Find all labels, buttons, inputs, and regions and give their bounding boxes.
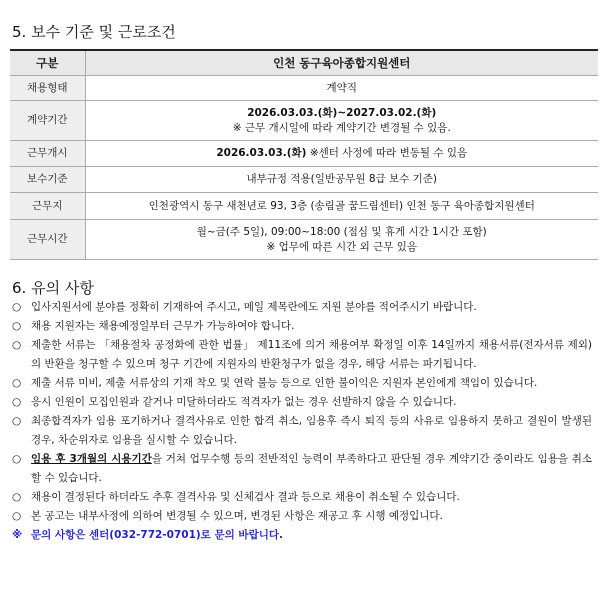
circle-bullet-icon: ○ — [12, 453, 22, 465]
list-item: ○ 입사지원서에 분야를 정확히 기재하여 주시고, 메일 제목란에도 지원 분야를 적어주시기 바랍니다. — [12, 298, 592, 317]
notes-list — [12, 298, 592, 545]
row-label: 근무시간 — [10, 220, 85, 260]
row-value — [85, 220, 598, 260]
start-note: ※센터 사정에 따라 변동될 수 있음 — [306, 147, 468, 159]
contract-period: 2026.03.03.(화)~2027.03.02.(화) — [247, 106, 437, 119]
section-6-title: 6. 유의 사항 — [12, 279, 94, 297]
list-item: ○ 최종합격자가 임용 포기하거나 결격사유로 인한 합격 취소, 임용후 즉시 퇴직 등의 사유로 임용하지 못하고 결원이 발생된 경우, 차순위자로 임용을 실시할 수 있습니다. — [12, 412, 592, 450]
list-item: ○ 응시 인원이 모집인원과 같거나 미달하더라도 적격자가 없는 경우 선발하지 않을 수 있습니다. — [12, 393, 592, 412]
list-item: ○ 제출한 서류는 「채용절차 공정화에 관한 법률」 제11조에 의거 채용여부 확정일 이후 14일까지 채용서류(전자서류 제외)의 반환을 청구할 수 있으며 청구 기간에 지원자의 반환청구가 없을 경우, 해당 서류는 파기됩니다. — [12, 336, 592, 374]
table-row — [10, 76, 598, 101]
circle-bullet-icon: ○ — [12, 396, 22, 408]
row-value — [85, 76, 598, 101]
row-value — [85, 101, 598, 141]
row-value: 내부규정 적용(일반공무원 8급 보수 기준) — [85, 167, 598, 193]
circle-bullet-icon: ○ — [12, 491, 22, 503]
conditions-table — [10, 49, 598, 260]
circle-bullet-icon: ○ — [12, 415, 22, 427]
table-row — [10, 101, 598, 141]
table-header-row — [10, 50, 598, 76]
row-label: 계약기간 — [10, 101, 85, 141]
table-row — [10, 220, 598, 260]
circle-bullet-icon: ○ — [12, 339, 22, 351]
row-label: 보수기준 — [10, 167, 85, 193]
table-row — [10, 141, 598, 167]
header-value: 인천 동구육아종합지원센터 — [85, 50, 598, 76]
list-item: ○ 채용이 결정된다 하더라도 추후 결격사유 및 신체검사 결과 등으로 채용이 취소될 수 있습니다. — [12, 488, 592, 507]
list-item: ○ 임용 후 3개월의 시용기간을 거쳐 업무수행 등의 전반적인 능력이 부족하다고 판단될 경우 계약기간 중이라도 임용을 취소할 수 있습니다. — [12, 450, 592, 488]
table-row — [10, 193, 598, 220]
circle-bullet-icon: ○ — [12, 301, 22, 313]
probation-emphasis: 임용 후 3개월의 시용기간 — [31, 453, 152, 465]
row-value: 인천광역시 동구 새천년로 93, 3층 (송림골 꿈드림센터) 인천 동구 육아종합지원센터 — [85, 193, 598, 220]
row-label: 근무지 — [10, 193, 85, 220]
row-label: 근무개시 — [10, 141, 85, 167]
circle-bullet-icon: ○ — [12, 377, 22, 389]
header-label: 구분 — [10, 50, 85, 76]
table-row — [10, 167, 598, 193]
start-date: 2026.03.03.(화) — [216, 147, 307, 159]
reference-mark-icon: ※ — [12, 529, 23, 541]
work-hours-note: ※ 업무에 따른 시간 외 근무 있음 — [266, 240, 418, 253]
contract-note: ※ 근무 개시일에 따라 계약기간 변경될 수 있음. — [232, 121, 451, 134]
row-value — [85, 141, 598, 167]
section-5-title: 5. 보수 기준 및 근로조건 — [12, 23, 176, 41]
list-item: ○ 제출 서류 미비, 제출 서류상의 기재 착오 및 연락 불능 등으로 인한 불이익은 지원자 본인에게 책임이 있습니다. — [12, 374, 592, 393]
work-hours: 월~금(주 5일), 09:00~18:00 (점심 및 휴게 시간 1시간 포함) — [196, 225, 487, 238]
list-item: ○ 채용 지원자는 채용예정일부터 근무가 가능하여야 합니다. — [12, 317, 592, 336]
contact-notice: ※ 문의 사항은 센터(032-772-0701)로 문의 바랍니다. — [12, 526, 592, 545]
circle-bullet-icon: ○ — [12, 320, 22, 332]
employment-type: 계약직 — [326, 81, 357, 94]
circle-bullet-icon: ○ — [12, 510, 22, 522]
list-item: ○ 본 공고는 내부사정에 의하여 변경될 수 있으며, 변경된 사항은 재공고 후 시행 예정입니다. — [12, 507, 592, 526]
row-label: 채용형태 — [10, 76, 85, 101]
